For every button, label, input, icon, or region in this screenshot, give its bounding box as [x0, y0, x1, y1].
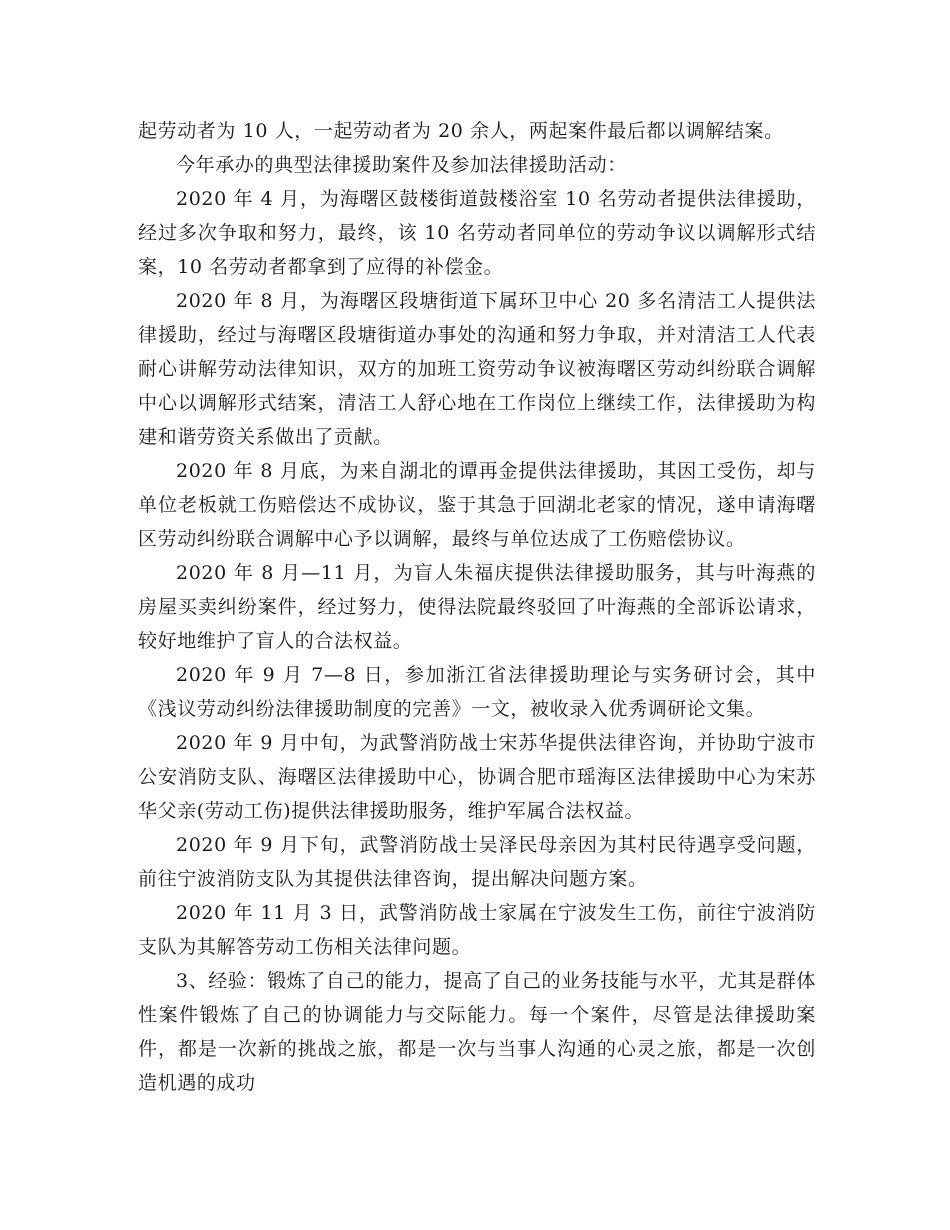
paragraph-seminar: 2020 年 9 月 7—8 日，参加浙江省法律援助理论与实务研讨会，其中《浅议劳动纠纷法律援助制度的完善》一文，被收录入优秀调研论文集。	[138, 664, 816, 720]
paragraph-case-august-end: 2020 年 8 月底，为来自湖北的谭再金提供法律援助，其因工受伤，却与单位老板就工伤赔偿达不成协议，鉴于其急于回湖北老家的情况，遂申请海曙区劳动纠纷联合调解中心予以调解，最终与单位达成了工伤赔偿协议。	[138, 460, 816, 550]
paragraph-case-aug-nov: 2020 年 8 月—11 月，为盲人朱福庆提供法律援助服务，其与叶海燕的房屋买卖纠纷案件，经过努力，使得法院最终驳回了叶海燕的全部诉讼请求，较好地维护了盲人的合法权益。	[138, 562, 816, 652]
paragraph-section-intro: 今年承办的典型法律援助案件及参加法律援助活动：	[176, 154, 627, 176]
paragraph-case-april: 2020 年 4 月，为海曙区鼓楼街道鼓楼浴室 10 名劳动者提供法律援助，经过多次争取和努力，最终，该 10 名劳动者同单位的劳动争议以调解形式结案，10 名劳动者都拿到了应得的补偿金。	[138, 188, 816, 278]
paragraph-case-sept-late: 2020 年 9 月下旬，武警消防战士吴泽民母亲因为其村民待遇享受问题，前往宁波消防支队为其提供法律咨询，提出解决问题方案。	[138, 834, 816, 890]
paragraph-case-august: 2020 年 8 月，为海曙区段塘街道下属环卫中心 20 多名清洁工人提供法律援助，经过与海曙区段塘街道办事处的沟通和努力争取，并对清洁工人代表耐心讲解劳动法律知识，双方的加班工资劳动争议被海曙区劳动纠纷联合调解中心以调解形式结案，清洁工人舒心地在工作岗位上继续工作，法律援助为构建和谐劳资关系做出了贡献。	[138, 290, 816, 448]
paragraph-experience: 3、经验：锻炼了自己的能力，提高了自己的业务技能与水平，尤其是群体性案件锻炼了自己的协调能力与交际能力。每一个案件，尽管是法律援助案件，都是一次新的挑战之旅，都是一次与当事人沟通的心灵之旅，都是一次创造机遇的成功	[138, 970, 816, 1094]
document-body	[138, 114, 816, 1100]
paragraph-continuation: 起劳动者为 10 人，一起劳动者为 20 余人，两起案件最后都以调解结案。	[138, 120, 784, 142]
paragraph-case-sept-mid: 2020 年 9 月中旬，为武警消防战士宋苏华提供法律咨询，并协助宁波市公安消防支队、海曙区法律援助中心，协调合肥市瑶海区法律援助中心为宋苏华父亲(劳动工伤)提供法律援助服务，维护军属合法权益。	[138, 732, 816, 822]
paragraph-case-nov: 2020 年 11 月 3 日，武警消防战士家属在宁波发生工伤，前往宁波消防支队为其解答劳动工伤相关法律问题。	[138, 902, 816, 958]
